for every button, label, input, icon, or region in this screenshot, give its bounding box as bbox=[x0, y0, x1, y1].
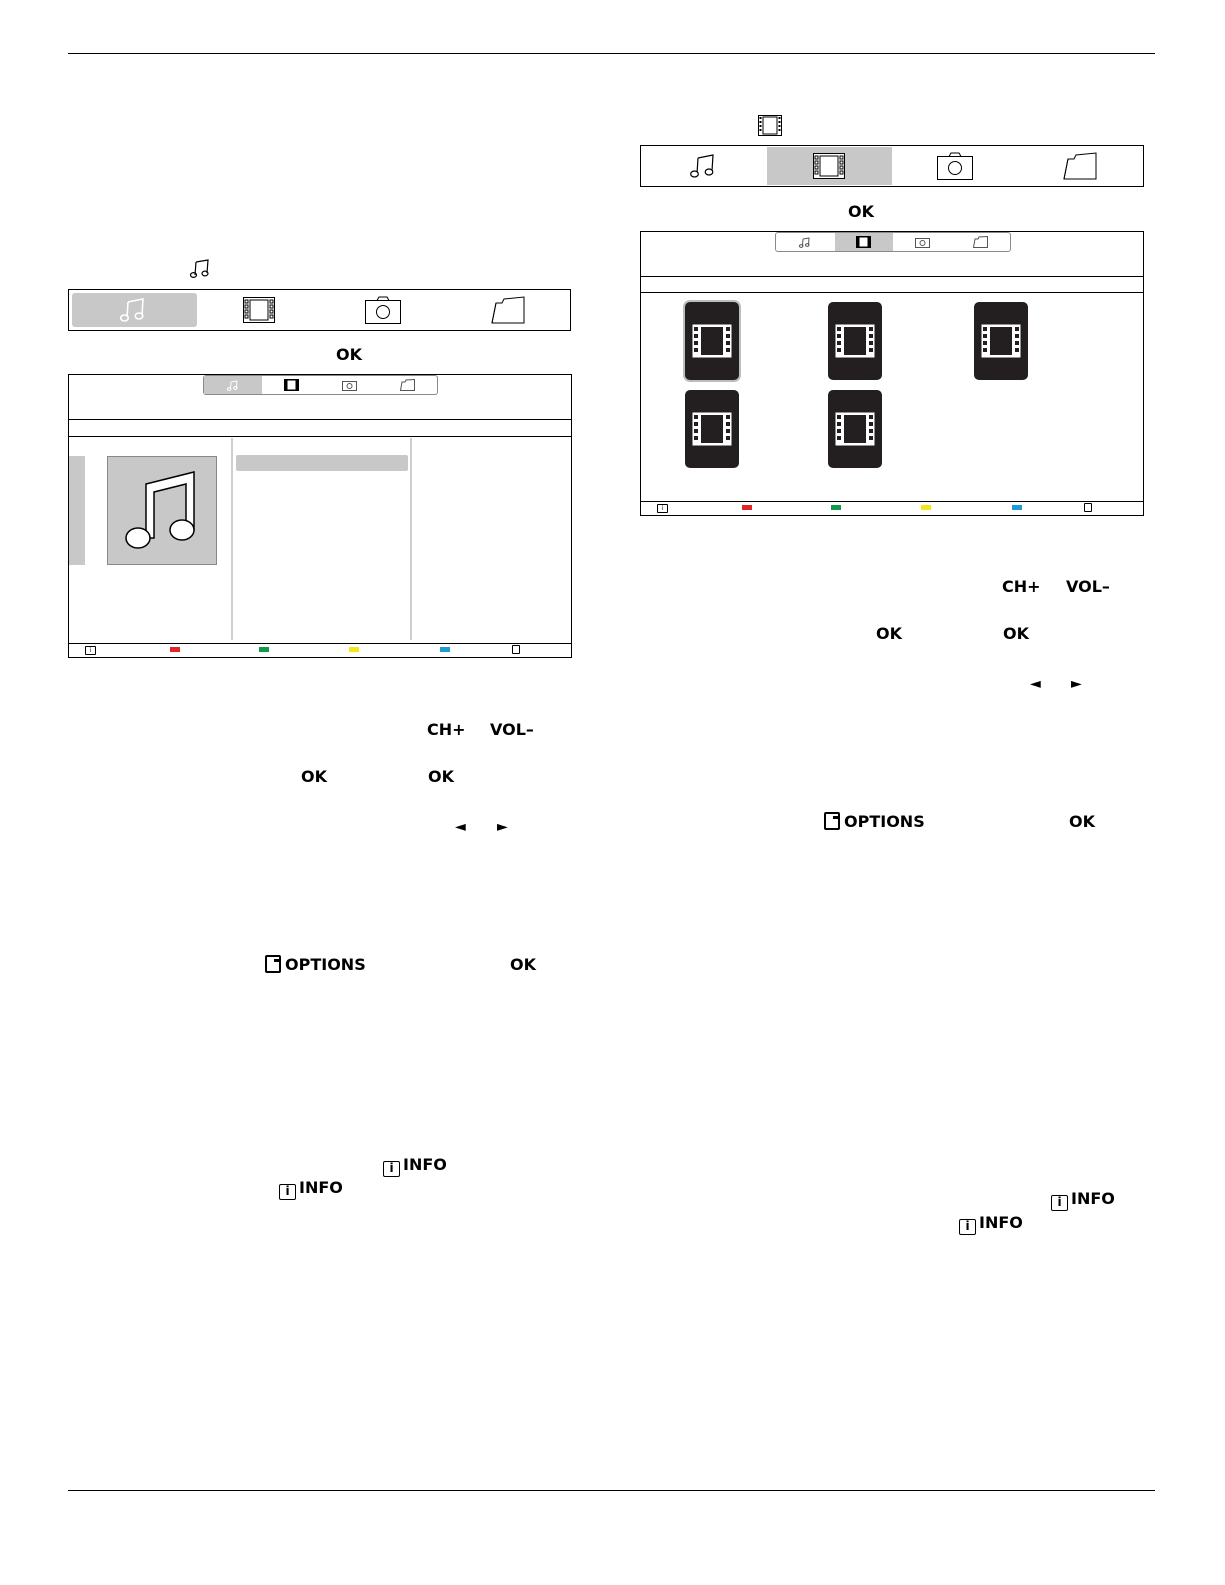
red-button-icon bbox=[742, 505, 752, 510]
bottom-rule bbox=[68, 1490, 1155, 1491]
tab-folder[interactable] bbox=[446, 290, 571, 330]
ch-plus-key: CH+ bbox=[1002, 577, 1041, 596]
mini-tab-photo[interactable] bbox=[321, 376, 379, 394]
music-icon bbox=[120, 298, 148, 322]
left-arrow-key: ◄ bbox=[1030, 676, 1041, 692]
info-icon: i bbox=[383, 1161, 400, 1177]
ch-plus-key: CH+ bbox=[427, 720, 466, 739]
tab-photo[interactable] bbox=[321, 290, 446, 330]
info-key: i INFO bbox=[383, 1155, 447, 1177]
header-divider-2 bbox=[69, 436, 571, 437]
mini-tab-video[interactable] bbox=[835, 233, 894, 251]
music-icon bbox=[799, 237, 811, 248]
tab-video[interactable] bbox=[197, 290, 322, 330]
status-bar bbox=[641, 501, 1143, 515]
music-icon bbox=[690, 154, 718, 178]
film-icon bbox=[835, 412, 875, 446]
ok-key: OK bbox=[301, 767, 327, 786]
film-icon bbox=[981, 324, 1021, 358]
music-note-icon bbox=[124, 470, 200, 552]
yellow-button-icon bbox=[349, 647, 359, 652]
video-inline-icon bbox=[758, 115, 782, 140]
ok-key: OK bbox=[876, 624, 902, 643]
blue-button-icon bbox=[440, 647, 450, 652]
video-icon bbox=[243, 297, 275, 323]
video-icon bbox=[856, 236, 871, 248]
film-icon bbox=[692, 412, 732, 446]
video-thumbnail[interactable] bbox=[828, 302, 882, 380]
video-thumbnail[interactable] bbox=[828, 390, 882, 468]
folder-icon bbox=[491, 296, 525, 324]
media-tab-bar-music bbox=[68, 289, 571, 331]
music-inline-icon bbox=[190, 259, 212, 283]
header-divider bbox=[641, 276, 1143, 277]
header-divider-2 bbox=[641, 292, 1143, 293]
ok-key: OK bbox=[1003, 624, 1029, 643]
mini-tab-video[interactable] bbox=[262, 376, 320, 394]
options-small-icon bbox=[512, 645, 520, 654]
tab-music[interactable] bbox=[641, 146, 767, 186]
options-icon bbox=[824, 812, 840, 830]
mini-tab-bar bbox=[775, 232, 1011, 252]
options-small-icon bbox=[1084, 503, 1092, 512]
right-arrow-key: ► bbox=[1071, 676, 1082, 692]
tab-video[interactable] bbox=[767, 147, 893, 185]
vol-minus-key: VOL– bbox=[1066, 577, 1110, 596]
film-icon bbox=[835, 324, 875, 358]
video-thumbnail[interactable] bbox=[685, 302, 739, 380]
options-key: OPTIONS bbox=[265, 955, 366, 975]
column-separator bbox=[410, 438, 412, 640]
info-key: i INFO bbox=[1051, 1189, 1115, 1211]
mini-tab-bar bbox=[203, 375, 438, 395]
mini-tab-folder[interactable] bbox=[952, 233, 1011, 251]
album-art[interactable] bbox=[107, 456, 217, 565]
tab-photo[interactable] bbox=[892, 146, 1018, 186]
options-icon bbox=[265, 955, 281, 973]
film-icon bbox=[692, 324, 732, 358]
info-small-icon: i bbox=[657, 504, 668, 513]
photo-icon bbox=[365, 296, 401, 324]
tab-music[interactable] bbox=[72, 293, 197, 327]
photo-icon bbox=[937, 152, 973, 180]
options-key: OPTIONS bbox=[824, 812, 925, 832]
video-icon bbox=[813, 153, 845, 179]
yellow-button-icon bbox=[921, 505, 931, 510]
scroll-indicator[interactable] bbox=[69, 456, 85, 565]
folder-icon bbox=[1063, 152, 1097, 180]
folder-icon bbox=[400, 379, 415, 391]
video-icon bbox=[284, 379, 299, 391]
info-icon: i bbox=[959, 1219, 976, 1235]
ok-key: OK bbox=[510, 955, 536, 974]
info-small-icon: i bbox=[85, 646, 96, 655]
green-button-icon bbox=[259, 647, 269, 652]
info-key: i INFO bbox=[959, 1213, 1023, 1235]
blue-button-icon bbox=[1012, 505, 1022, 510]
video-thumbnail[interactable] bbox=[685, 390, 739, 468]
green-button-icon bbox=[831, 505, 841, 510]
photo-icon bbox=[915, 236, 930, 248]
status-bar bbox=[69, 643, 571, 657]
music-icon bbox=[227, 380, 239, 391]
music-browser-screen bbox=[68, 374, 572, 658]
ok-key: OK bbox=[428, 767, 454, 786]
info-icon: i bbox=[279, 1184, 296, 1200]
media-tab-bar-video bbox=[640, 145, 1144, 187]
ok-key: OK bbox=[336, 345, 362, 364]
mini-tab-music[interactable] bbox=[204, 376, 262, 394]
ok-key: OK bbox=[848, 202, 874, 221]
ok-key: OK bbox=[1069, 812, 1095, 831]
info-icon: i bbox=[1051, 1195, 1068, 1211]
photo-icon bbox=[342, 379, 357, 391]
folder-icon bbox=[973, 236, 988, 248]
tab-folder[interactable] bbox=[1018, 146, 1144, 186]
column-separator bbox=[231, 438, 233, 640]
mini-tab-music[interactable] bbox=[776, 233, 835, 251]
video-thumbnail[interactable] bbox=[974, 302, 1028, 380]
mini-tab-photo[interactable] bbox=[893, 233, 952, 251]
header-divider bbox=[69, 419, 571, 420]
vol-minus-key: VOL– bbox=[490, 720, 534, 739]
left-arrow-key: ◄ bbox=[455, 819, 466, 835]
mini-tab-folder[interactable] bbox=[379, 376, 437, 394]
info-key: i INFO bbox=[279, 1178, 343, 1200]
selected-list-item[interactable] bbox=[236, 455, 408, 471]
video-browser-screen bbox=[640, 231, 1144, 516]
red-button-icon bbox=[170, 647, 180, 652]
top-rule bbox=[68, 53, 1155, 54]
right-arrow-key: ► bbox=[497, 819, 508, 835]
